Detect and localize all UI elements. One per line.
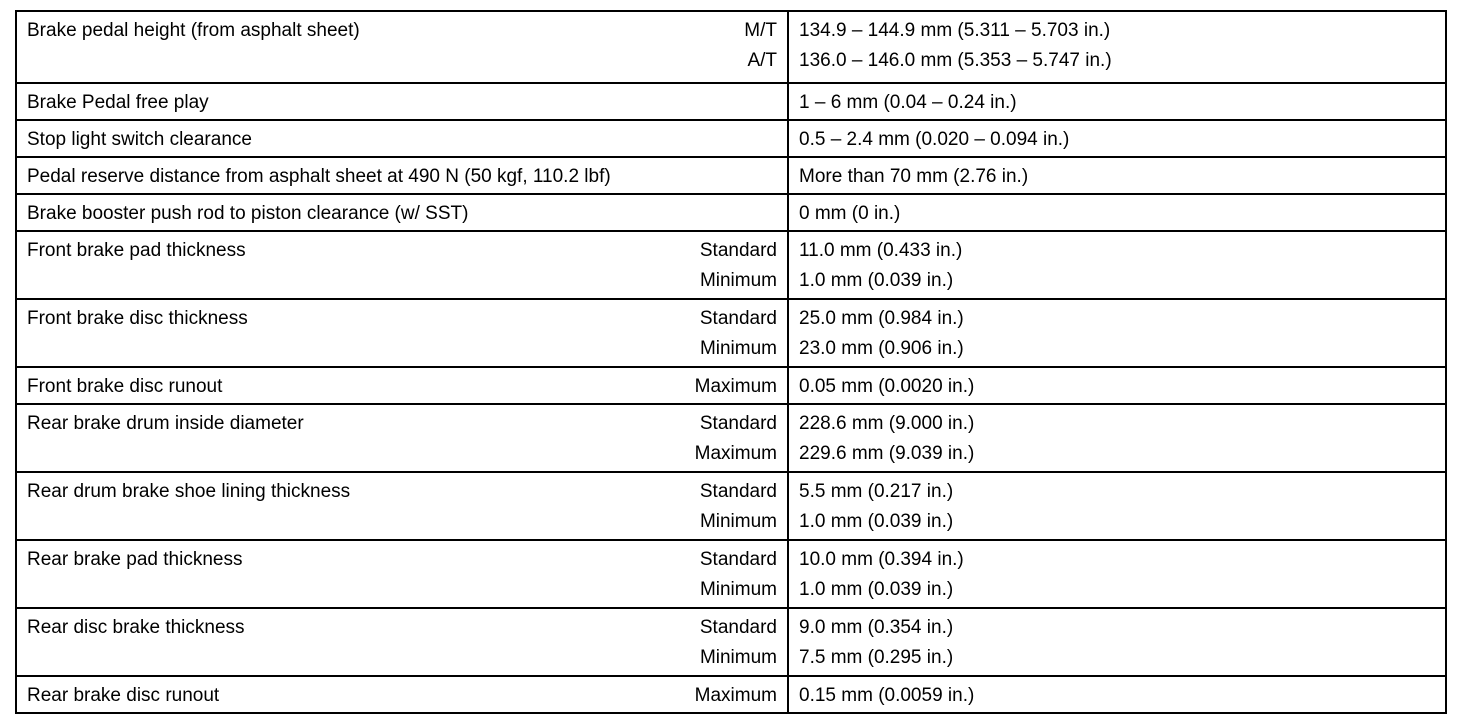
value-cell xyxy=(789,195,1445,230)
condition-label: A/T xyxy=(747,50,777,71)
spec-value: 5.5 mm (0.217 in.) xyxy=(799,481,954,502)
spec-value: 228.6 mm (9.000 in.) xyxy=(799,413,975,434)
item-cell xyxy=(17,84,789,119)
condition-label: Standard xyxy=(699,413,777,434)
value-cell xyxy=(789,84,1445,119)
item-cell xyxy=(17,368,789,403)
value-cell xyxy=(789,300,1445,366)
table-row xyxy=(17,298,1445,366)
condition-label: Minimum xyxy=(699,338,777,359)
value-cell xyxy=(789,609,1445,675)
table-row xyxy=(17,607,1445,675)
spec-value: 23.0 mm (0.906 in.) xyxy=(799,338,964,359)
item-label: Brake Pedal free play xyxy=(27,92,209,113)
condition-list xyxy=(700,477,777,539)
value-cell xyxy=(789,677,1445,712)
condition-list xyxy=(700,613,777,675)
condition-label: Standard xyxy=(699,617,777,638)
table-row xyxy=(17,675,1445,712)
table-row xyxy=(17,156,1445,193)
condition-label: Minimum xyxy=(699,511,777,532)
spec-value: 0.15 mm (0.0059 in.) xyxy=(799,685,975,706)
item-cell xyxy=(17,121,789,156)
condition-list xyxy=(695,409,777,471)
condition-label: Minimum xyxy=(699,579,777,600)
spec-value: 10.0 mm (0.394 in.) xyxy=(799,549,964,570)
item-label: Brake booster push rod to piston clearance (w/ SST) xyxy=(27,203,469,224)
item-cell xyxy=(17,677,789,712)
condition-list xyxy=(695,372,777,403)
table-row xyxy=(17,230,1445,298)
spec-value: 136.0 – 146.0 mm (5.353 – 5.747 in.) xyxy=(799,50,1112,71)
condition-list xyxy=(695,681,777,712)
spec-value: 9.0 mm (0.354 in.) xyxy=(799,617,954,638)
table-row xyxy=(17,366,1445,403)
item-cell xyxy=(17,473,789,539)
condition-list xyxy=(700,545,777,607)
item-label: Front brake disc runout xyxy=(27,376,223,397)
condition-list xyxy=(744,16,777,82)
spec-value: 1.0 mm (0.039 in.) xyxy=(799,270,954,291)
spec-value: 134.9 – 144.9 mm (5.311 – 5.703 in.) xyxy=(799,20,1111,41)
item-label: Front brake disc thickness xyxy=(27,308,248,329)
table-row xyxy=(17,119,1445,156)
value-cell xyxy=(789,405,1445,471)
item-label: Rear disc brake thickness xyxy=(27,617,245,638)
item-cell xyxy=(17,405,789,471)
condition-label: Standard xyxy=(699,308,777,329)
table-row xyxy=(17,539,1445,607)
table-row xyxy=(17,471,1445,539)
item-label: Brake pedal height (from asphalt sheet) xyxy=(27,20,360,41)
item-cell xyxy=(17,609,789,675)
value-cell xyxy=(789,541,1445,607)
condition-label: Maximum xyxy=(694,685,777,706)
spec-value: 1.0 mm (0.039 in.) xyxy=(799,579,954,600)
condition-label: Maximum xyxy=(694,376,777,397)
value-cell xyxy=(789,121,1445,156)
condition-label: Standard xyxy=(699,240,777,261)
value-cell xyxy=(789,473,1445,539)
condition-label: Minimum xyxy=(699,647,777,668)
item-cell xyxy=(17,300,789,366)
spec-value: More than 70 mm (2.76 in.) xyxy=(799,166,1029,187)
spec-value: 1.0 mm (0.039 in.) xyxy=(799,511,954,532)
condition-list xyxy=(700,304,777,366)
spec-value: 7.5 mm (0.295 in.) xyxy=(799,647,954,668)
item-label: Rear brake pad thickness xyxy=(27,549,243,570)
table-row xyxy=(17,82,1445,119)
item-label: Rear brake disc runout xyxy=(27,685,220,706)
table-row xyxy=(17,12,1445,82)
condition-label: Minimum xyxy=(699,270,777,291)
spec-value: 1 – 6 mm (0.04 – 0.24 in.) xyxy=(799,92,1017,113)
value-cell xyxy=(789,232,1445,298)
value-cell xyxy=(789,368,1445,403)
item-cell xyxy=(17,12,789,82)
item-label: Rear drum brake shoe lining thickness xyxy=(27,481,351,502)
brake-specifications-table xyxy=(15,10,1447,714)
value-cell xyxy=(789,158,1445,193)
spec-value: 0.05 mm (0.0020 in.) xyxy=(799,376,975,397)
condition-label: Standard xyxy=(699,481,777,502)
spec-value: 11.0 mm (0.433 in.) xyxy=(799,240,963,261)
value-cell xyxy=(789,12,1445,82)
condition-label: Standard xyxy=(699,549,777,570)
item-label: Front brake pad thickness xyxy=(27,240,246,261)
condition-label: Maximum xyxy=(694,443,777,464)
condition-list xyxy=(700,236,777,298)
spec-value: 25.0 mm (0.984 in.) xyxy=(799,308,964,329)
item-label: Rear brake drum inside diameter xyxy=(27,413,304,434)
condition-label: M/T xyxy=(744,20,777,41)
spec-value: 0 mm (0 in.) xyxy=(799,203,901,224)
spec-value: 0.5 – 2.4 mm (0.020 – 0.094 in.) xyxy=(799,129,1070,150)
item-cell xyxy=(17,195,789,230)
spec-value: 229.6 mm (9.039 in.) xyxy=(799,443,975,464)
table-row xyxy=(17,403,1445,471)
item-cell xyxy=(17,158,789,193)
item-cell xyxy=(17,541,789,607)
table-row xyxy=(17,193,1445,230)
item-label: Pedal reserve distance from asphalt sheet at 490 N (50 kgf, 110.2 lbf) xyxy=(27,166,611,187)
item-label: Stop light switch clearance xyxy=(27,129,252,150)
item-cell xyxy=(17,232,789,298)
